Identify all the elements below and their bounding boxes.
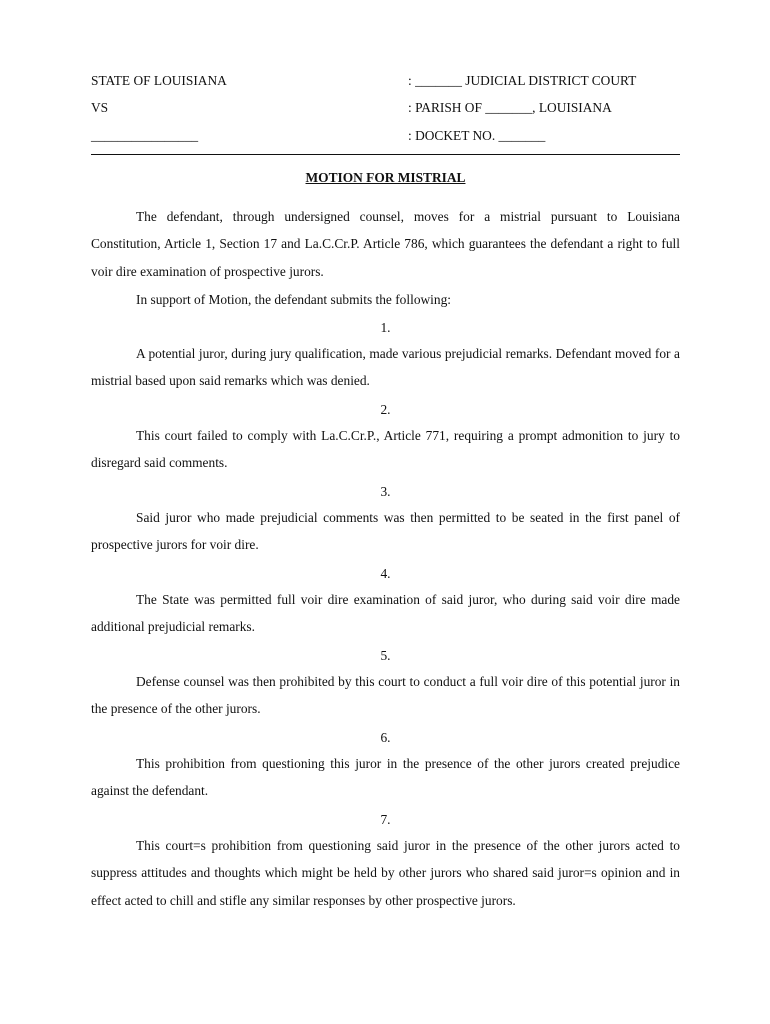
item-paragraph-1: A potential juror, during jury qualification, made various prejudicial remarks. Defendant moved for a mistrial based upon said remarks which was denied. — [91, 346, 680, 389]
item-paragraph-5: Defense counsel was then prohibited by this court to conduct a full voir dire of this potential juror in the presence of the other jurors. — [91, 674, 680, 717]
caption-row-3 — [91, 128, 681, 146]
item-number-6: 6. — [380, 730, 391, 745]
caption-divider — [91, 154, 680, 155]
caption-row-2 — [91, 100, 681, 118]
caption-vs: VS — [91, 100, 109, 115]
caption-defendant-blank: ________________ — [91, 128, 199, 143]
item-paragraph-2: This court failed to comply with La.C.Cr.P., Article 771, requiring a prompt admonition to jury to disregard said comments. — [91, 428, 680, 471]
support-paragraph: In support of Motion, the defendant submits the following: — [136, 292, 452, 307]
item-number-5: 5. — [380, 648, 391, 663]
caption-row-1 — [91, 73, 681, 91]
item-number-4: 4. — [380, 566, 391, 581]
item-number-3: 3. — [380, 484, 391, 499]
item-paragraph-6: This prohibition from questioning this juror in the presence of the other jurors created prejudice against the defendant. — [91, 756, 680, 799]
item-paragraph-3: Said juror who made prejudicial comments was then permitted to be seated in the first panel of prospective jurors for voir dire. — [91, 510, 680, 553]
item-paragraph-4: The State was permitted full voir dire examination of said juror, who during said voir dire made additional prejudicial remarks. — [91, 592, 680, 635]
caption-court: : _______ JUDICIAL DISTRICT COURT — [408, 73, 637, 88]
item-number-7: 7. — [380, 812, 391, 827]
item-number-1: 1. — [380, 320, 391, 335]
item-paragraph-7: This court=s prohibition from questioning said juror in the presence of the other jurors acted to suppress attitudes and thoughts which might be held by other jurors who shared said juror=s opinion and in effect acted to chill and stifle any similar responses by other prospective jurors. — [91, 838, 680, 908]
caption-docket: : DOCKET NO. _______ — [408, 128, 546, 143]
intro-paragraph: The defendant, through undersigned counsel, moves for a mistrial pursuant to Louisiana Constitution, Article 1, Section 17 and La.C.Cr.P. Article 786, which guarantees the defendant a right to full voir dire examination of prospective jurors. — [91, 209, 680, 279]
caption-parish: : PARISH OF _______, LOUISIANA — [408, 100, 612, 115]
item-number-2: 2. — [380, 402, 391, 417]
document-title: MOTION FOR MISTRIAL — [305, 170, 466, 185]
caption-state: STATE OF LOUISIANA — [91, 73, 227, 88]
